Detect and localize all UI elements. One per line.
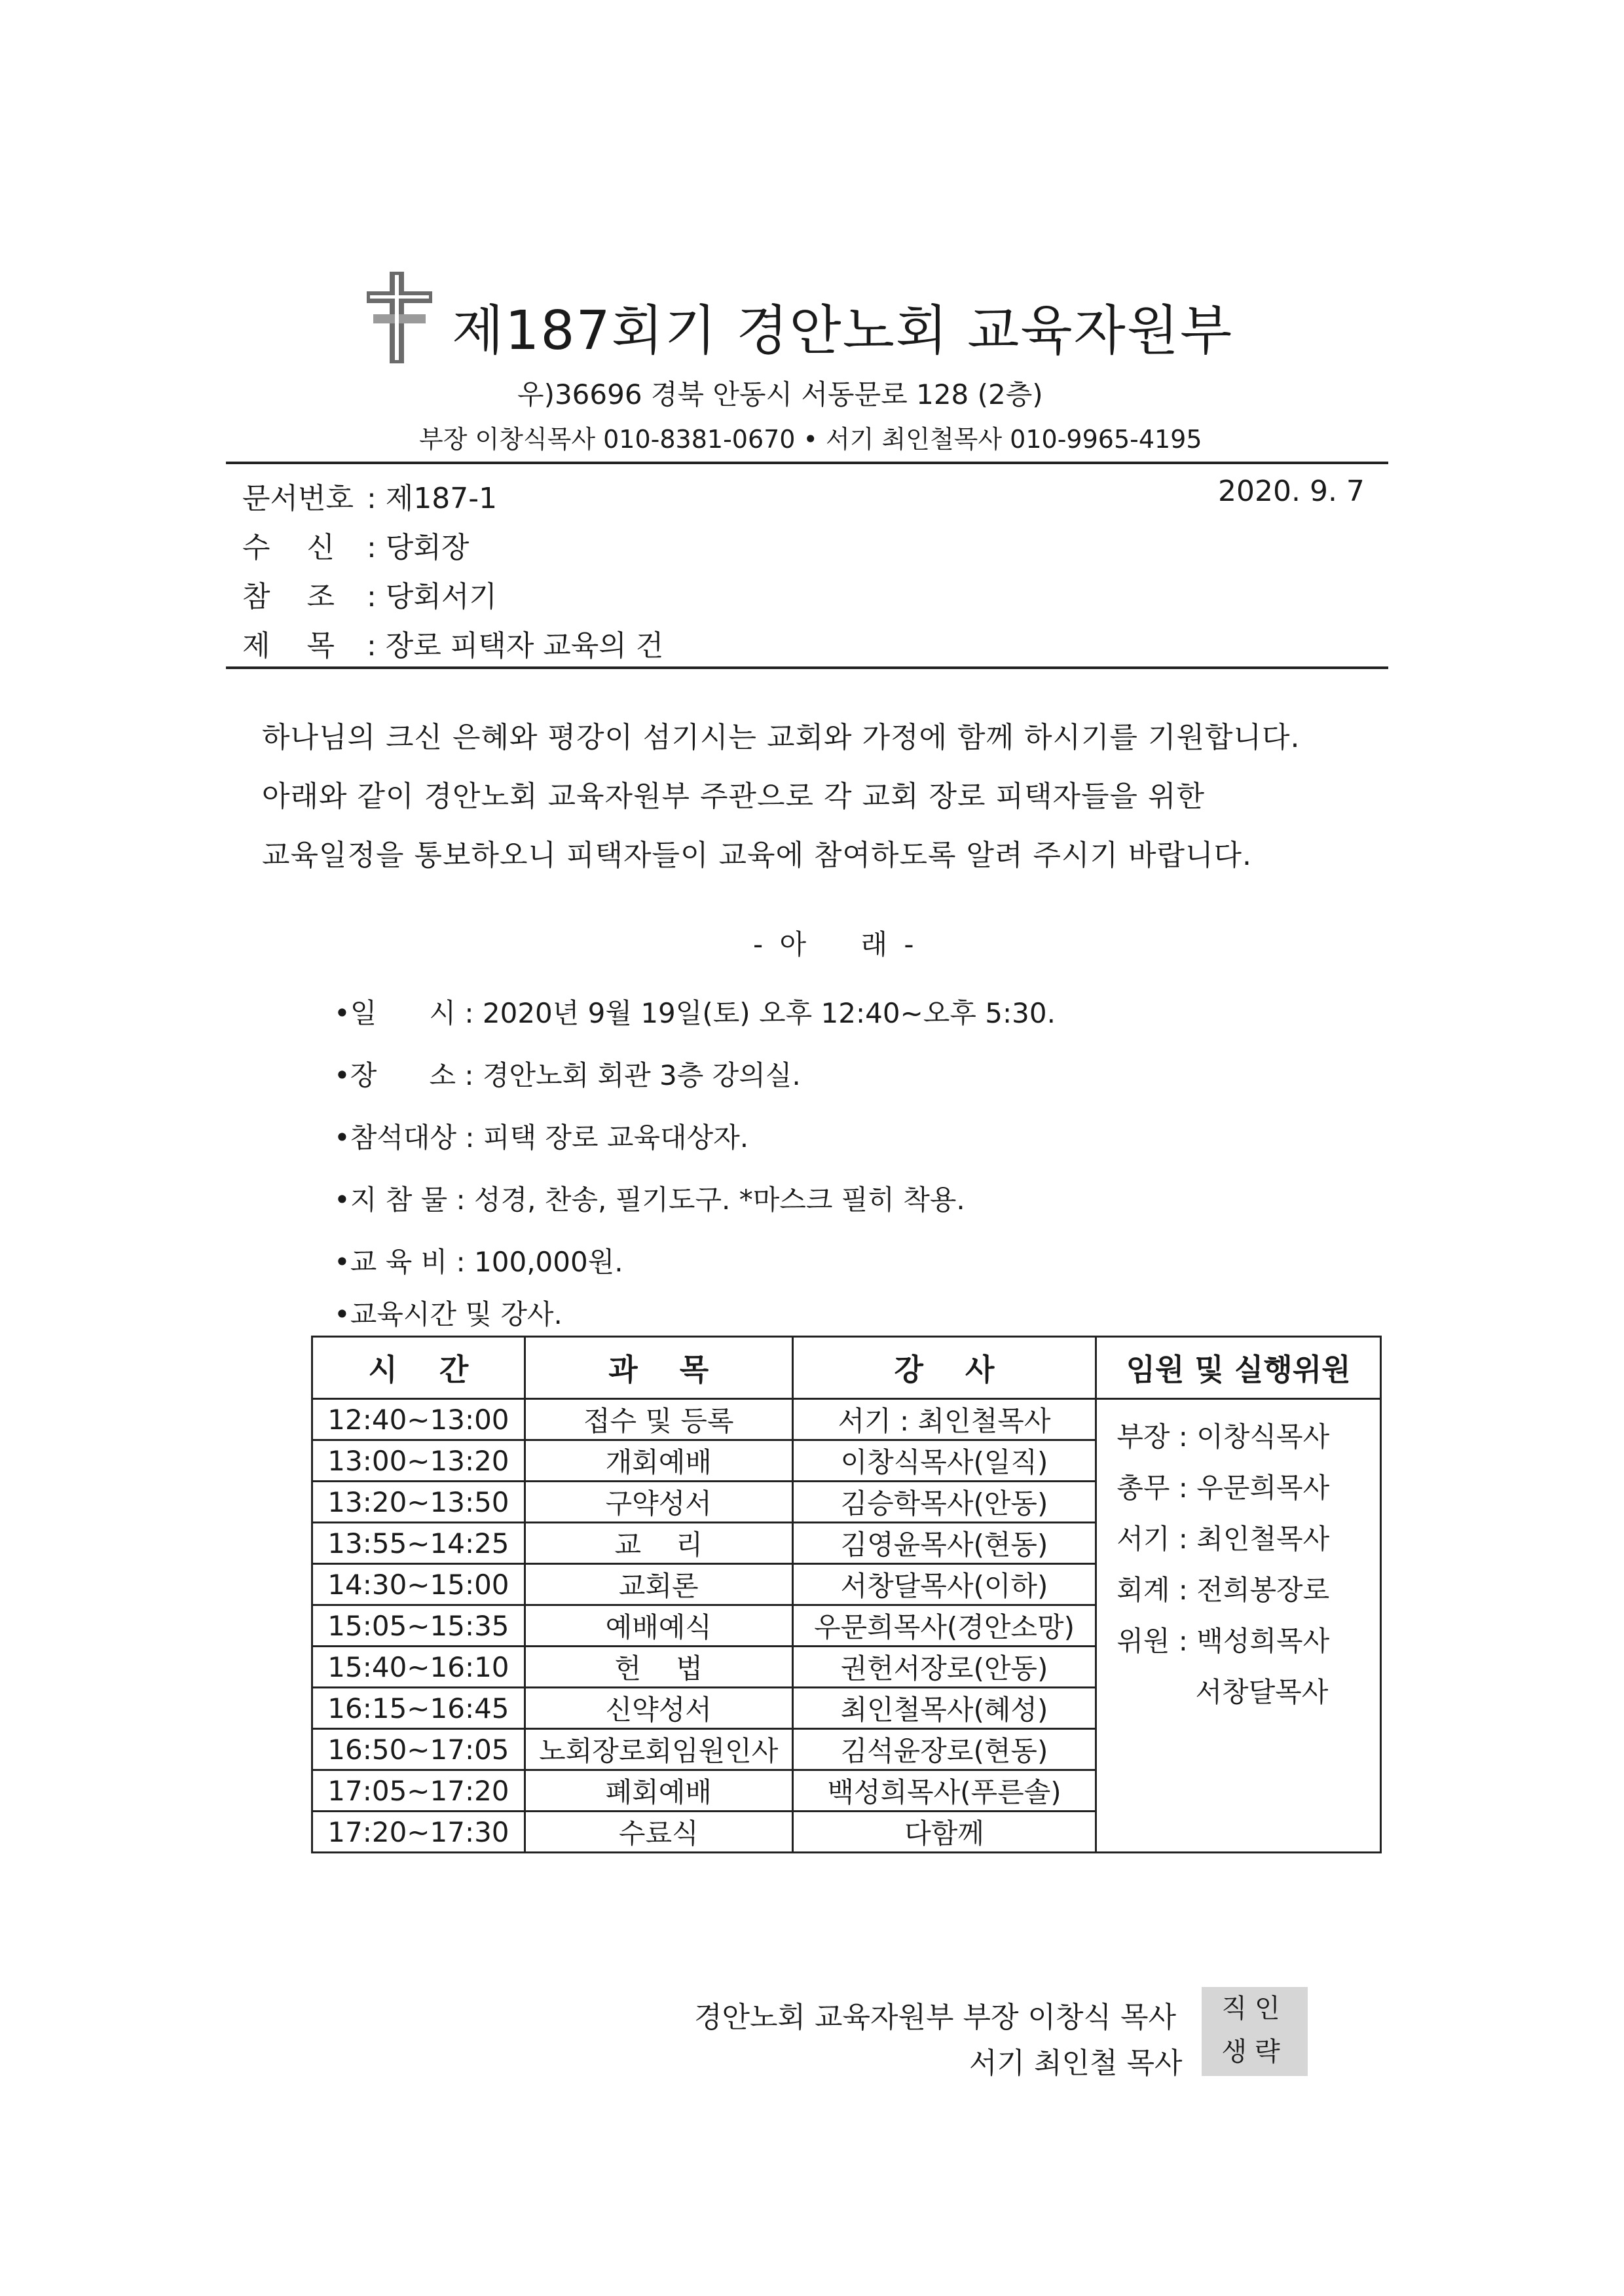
- officers-cell: [1096, 1399, 1381, 1853]
- subject-cell: 헌 법: [525, 1647, 792, 1688]
- table-header-row: [312, 1337, 1381, 1399]
- subject-label: 제 목: [242, 629, 335, 663]
- header-contact: 부장 이창식목사 010-8381-0670 • 서기 최인철목사 010-9965-4195: [419, 425, 1202, 454]
- lecturer-cell: 최인철목사(혜성): [792, 1688, 1096, 1729]
- doc-number-row: [242, 475, 497, 517]
- column-header-time: 시 간: [312, 1337, 525, 1399]
- detail-item-location: •장 소 : 경안노회 회관 3층 강의실.: [334, 1059, 801, 1091]
- time-cell: 17:20~17:30: [312, 1812, 525, 1853]
- notice-heading: - 아 래 -: [753, 928, 918, 960]
- doc-number-value: : 제187-1: [367, 482, 498, 515]
- document-title: 제187회기 경안노회 교육자원부: [452, 300, 1234, 362]
- time-cell: 13:55~14:25: [312, 1523, 525, 1564]
- cross-logo-icon: [363, 268, 435, 367]
- table-row: [312, 1399, 1381, 1440]
- reference-label: 참 조: [242, 580, 335, 613]
- recipient-value: : 당회장: [367, 531, 470, 564]
- body-line-1: 하나님의 크신 은혜와 평강이 섬기시는 교회와 가정에 함께 하시기를 기원합니다.: [262, 721, 1301, 754]
- time-cell: 13:20~13:50: [312, 1482, 525, 1523]
- time-cell: 13:00~13:20: [312, 1440, 525, 1482]
- time-cell: 15:05~15:35: [312, 1605, 525, 1647]
- lecturer-cell: 권헌서장로(안동): [792, 1647, 1096, 1688]
- subject-cell: 예배예식: [525, 1605, 792, 1647]
- subject-cell: 구약성서: [525, 1482, 792, 1523]
- subject-cell: 수료식: [525, 1812, 792, 1853]
- time-cell: 17:05~17:20: [312, 1770, 525, 1812]
- reference-value: : 당회서기: [367, 580, 497, 613]
- schedule-table: [311, 1336, 1382, 1853]
- detail-item-fee: •교 육 비 : 100,000원.: [334, 1246, 623, 1278]
- column-header-officers: 임원 및 실행위원: [1096, 1337, 1381, 1399]
- header-rule-bottom: [226, 666, 1388, 669]
- detail-item-schedule-heading: •교육시간 및 강사.: [334, 1298, 563, 1330]
- lecturer-cell: 서기 : 최인철목사: [792, 1399, 1096, 1440]
- detail-item-attendees: •참석대상 : 피택 장로 교육대상자.: [334, 1121, 749, 1154]
- detail-item-supplies: •지 참 물 : 성경, 찬송, 필기도구. *마스크 필히 착용.: [334, 1184, 965, 1216]
- recipient-row: [242, 524, 469, 566]
- stamp-line-2: 생략: [1221, 2037, 1288, 2067]
- subject-cell: 신약성서: [525, 1688, 792, 1729]
- header-rule-top: [226, 462, 1388, 464]
- stamp-line-1: 직인: [1221, 1994, 1288, 2024]
- officer-line: 위원 : 백성희목사: [1116, 1625, 1330, 1657]
- recipient-label: 수 신: [242, 531, 335, 564]
- lecturer-cell: 백성희목사(푸른솔): [792, 1770, 1096, 1812]
- subject-cell: 교회론: [525, 1564, 792, 1605]
- header-address: 우)36696 경북 안동시 서동문로 128 (2층): [517, 378, 1043, 410]
- reference-row: [242, 573, 497, 615]
- officer-line: 서창달목사: [1116, 1676, 1329, 1708]
- column-header-lecturer: 강 사: [792, 1337, 1096, 1399]
- subject-cell: 폐회예배: [525, 1770, 792, 1812]
- subject-cell: 개회예배: [525, 1440, 792, 1482]
- body-line-3: 교육일정을 통보하오니 피택자들이 교육에 참여하도록 알려 주시기 바랍니다.: [262, 839, 1253, 872]
- time-cell: 14:30~15:00: [312, 1564, 525, 1605]
- column-header-subject: 과 목: [525, 1337, 792, 1399]
- subject-cell: 접수 및 등록: [525, 1399, 792, 1440]
- doc-number-label: 문서번호: [242, 482, 354, 515]
- subject-cell: 노회장로회임원인사: [525, 1729, 792, 1770]
- lecturer-cell: 김영윤목사(현동): [792, 1523, 1096, 1564]
- time-cell: 16:15~16:45: [312, 1688, 525, 1729]
- lecturer-cell: 김석윤장로(현동): [792, 1729, 1096, 1770]
- lecturer-cell: 이창식목사(일직): [792, 1440, 1096, 1482]
- doc-date: 2020. 9. 7: [1218, 475, 1365, 508]
- officer-line: 부장 : 이창식목사: [1116, 1421, 1330, 1453]
- lecturer-cell: 서창달목사(이하): [792, 1564, 1096, 1605]
- seal-omitted-stamp: [1202, 1987, 1308, 2076]
- lecturer-cell: 김승학목사(안동): [792, 1482, 1096, 1523]
- lecturer-cell: 다함께: [792, 1812, 1096, 1853]
- body-line-2: 아래와 같이 경안노회 교육자원부 주관으로 각 교회 장로 피택자들을 위한: [262, 780, 1205, 813]
- signature-line-2: 서기 최인철 목사: [969, 2047, 1183, 2080]
- officer-line: 서기 : 최인철목사: [1116, 1523, 1330, 1555]
- subject-cell: 교 리: [525, 1523, 792, 1564]
- time-cell: 15:40~16:10: [312, 1647, 525, 1688]
- time-cell: 16:50~17:05: [312, 1729, 525, 1770]
- officer-line: 총무 : 우문희목사: [1116, 1472, 1330, 1504]
- lecturer-cell: 우문희목사(경안소망): [792, 1605, 1096, 1647]
- time-cell: 12:40~13:00: [312, 1399, 525, 1440]
- subject-row: [242, 622, 663, 664]
- officer-line: 회계 : 전희봉장로: [1116, 1574, 1330, 1606]
- signature-line-1: 경안노회 교육자원부 부장 이창식 목사: [694, 2001, 1177, 2034]
- detail-item-datetime: •일 시 : 2020년 9월 19일(토) 오후 12:40~오후 5:30.: [334, 997, 1056, 1029]
- subject-value: : 장로 피택자 교육의 건: [367, 629, 664, 663]
